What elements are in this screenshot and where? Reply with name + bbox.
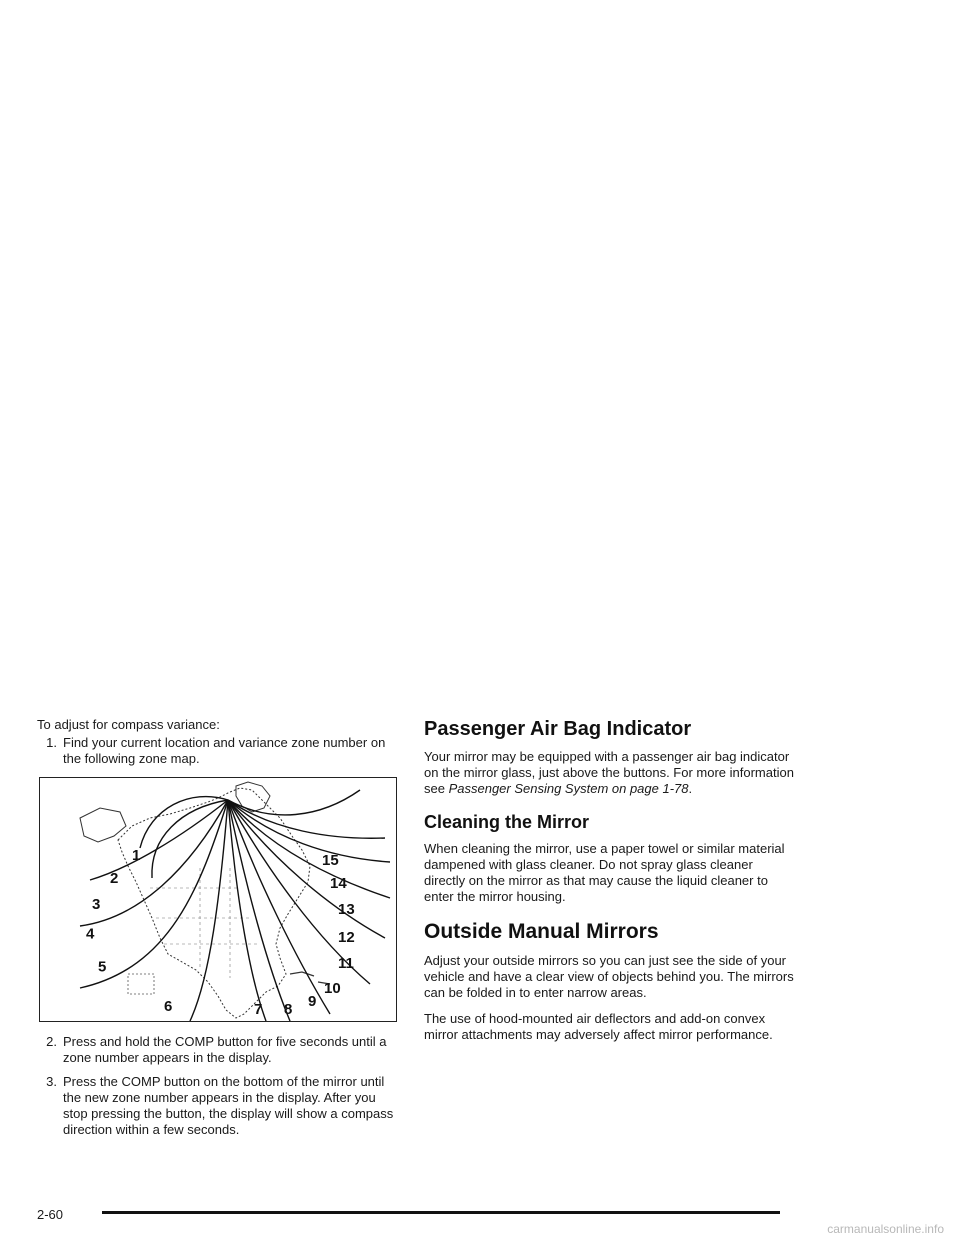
zone-label-15: 15: [322, 851, 339, 869]
right-column: [424, 717, 794, 1057]
hawaii-inset: [128, 974, 154, 994]
airbag-body: Your mirror may be equipped with a passenger air bag indicator on the mirror glass, just above the buttons. For more information see: [424, 749, 794, 796]
zone-label-1: 1: [132, 847, 141, 864]
page-number: 2-60: [37, 1207, 64, 1222]
zone-map-svg: [40, 778, 396, 1021]
intro-text: To adjust for compass variance:: [37, 717, 220, 732]
cleaning-text: When cleaning the mirror, use a paper towel or similar material dampened with glass cleaner. Do not spray glass cleaner directly on the mirror as that may cause the liquid cleaner to enter the mirror housing.: [424, 841, 785, 904]
zone-label-13: 13: [338, 901, 355, 919]
cleaning-section: [424, 811, 794, 905]
zone-label-3: 3: [92, 896, 101, 914]
zone-label-8: 8: [284, 1001, 293, 1018]
outside-mirrors-heading: Outside Manual Mirrors: [424, 920, 659, 943]
step-2: [37, 1034, 397, 1066]
zone-label-2: 2: [110, 869, 119, 887]
airbag-text: [424, 749, 794, 797]
step-text: Press and hold the COMP button for five seconds until a zone number appears in the display.: [63, 1034, 387, 1065]
step-text: Press the COMP button on the bottom of the mirror until the new zone number appears in the display. After you stop pressing the button, the display will show a compass direction within a few seconds.: [63, 1074, 394, 1137]
zone-label-6: 6: [164, 997, 173, 1015]
step-text: Find your current location and variance zone number on the following zone map.: [63, 735, 386, 766]
airbag-heading: Passenger Air Bag Indicator: [424, 718, 692, 740]
outside-mirrors-para-2: The use of hood-mounted air deflectors and add-on convex mirror attachments may adversely affect mirror performance.: [424, 1011, 773, 1042]
airbag-cross-reference-link[interactable]: Passenger Sensing System on page 1-78: [448, 781, 689, 796]
airbag-end: .: [688, 781, 693, 796]
zone-label-7: 7: [254, 1001, 263, 1018]
left-column: [37, 717, 397, 1146]
cleaning-heading: Cleaning the Mirror: [424, 812, 590, 832]
step-3: [37, 1074, 397, 1138]
step-1: [37, 735, 397, 767]
zone-label-4: 4: [86, 925, 95, 943]
step-number: 1.: [46, 735, 57, 750]
zone-label-14: 14: [330, 874, 347, 892]
step-number: 3.: [46, 1074, 57, 1089]
footer-rule: [102, 1211, 780, 1214]
alaska-outline: [80, 808, 126, 842]
zone-label-11: 11: [338, 955, 354, 973]
zone-label-9: 9: [308, 992, 317, 1010]
step-number: 2.: [46, 1034, 57, 1049]
zone-label-5: 5: [98, 958, 107, 976]
zone-label-12: 12: [338, 929, 355, 946]
watermark: carmanualsonline.info: [827, 1222, 944, 1236]
zone-label-10: 10: [324, 979, 341, 997]
outside-mirrors-section: [424, 919, 794, 1043]
state-lines: [150, 868, 260, 978]
zone-map: [39, 777, 397, 1022]
airbag-section: [424, 717, 794, 797]
outside-mirrors-para-1: Adjust your outside mirrors so you can just see the side of your vehicle and have a clear view of objects behind you. The mirrors can be folded in to enter narrow areas.: [424, 953, 794, 1000]
